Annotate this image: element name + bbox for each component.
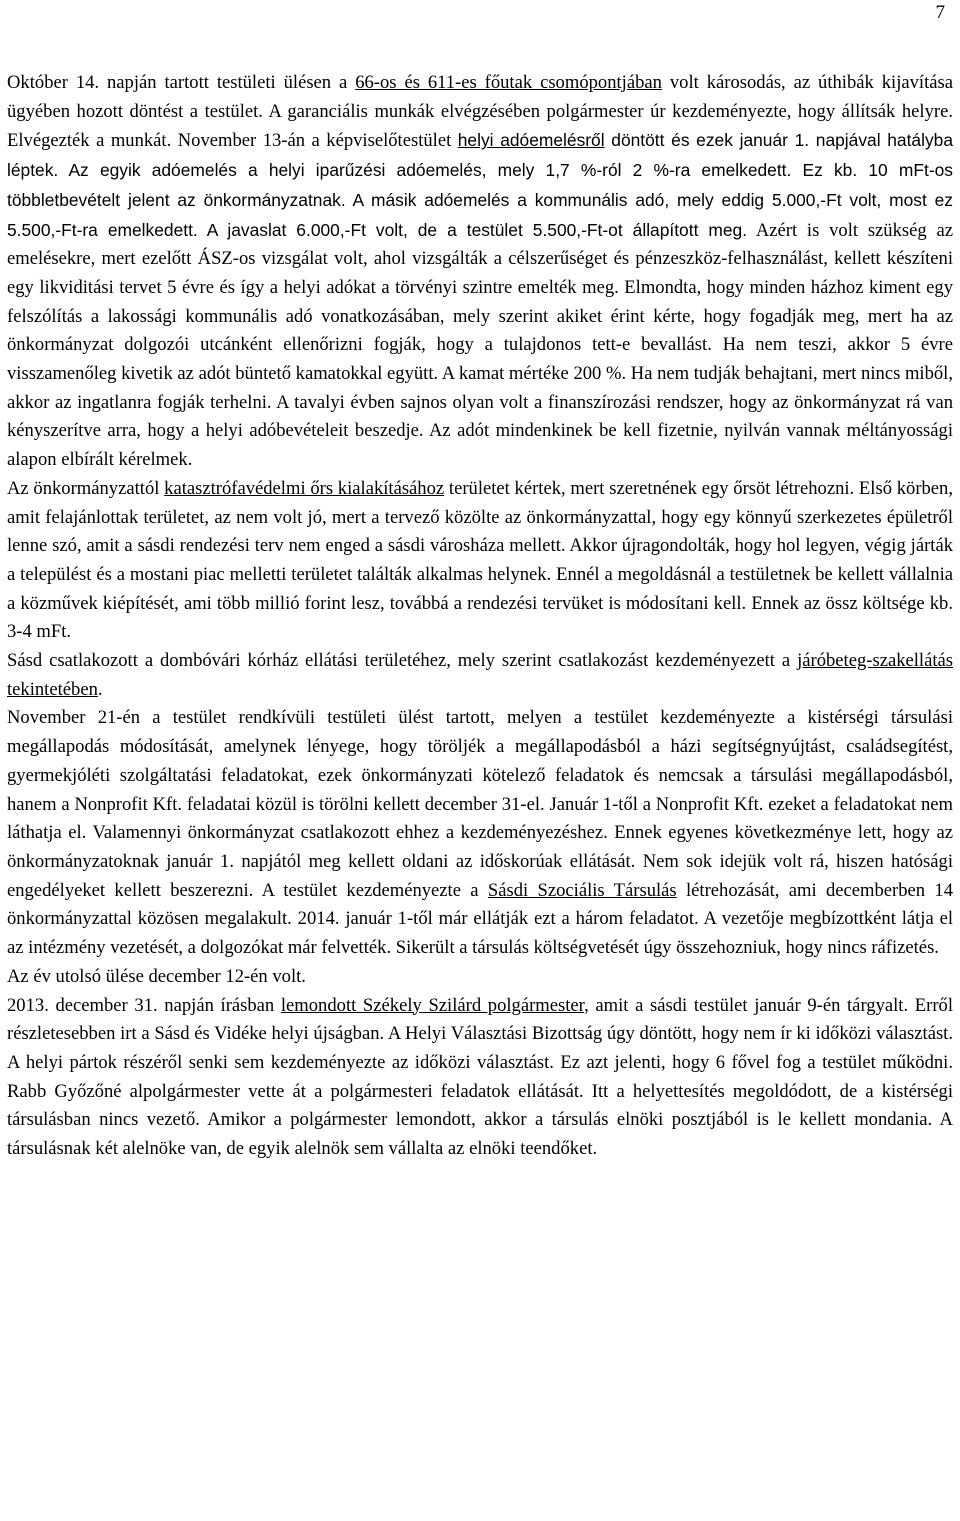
paragraph-social-association bbox=[7, 704, 953, 962]
paragraph-road-and-taxes bbox=[7, 69, 953, 475]
paragraph-hospital bbox=[7, 647, 953, 704]
underlined-link[interactable]: katasztrófavédelmi őrs kialakításához bbox=[164, 477, 445, 499]
text-run: Sásd csatlakozott a dombóvári kórház ellátási területéhez, mely szerint csatlakozást kezdeményezett a bbox=[7, 650, 798, 672]
text-run: Az önkormányzattól bbox=[7, 477, 165, 499]
text-run: Azért is volt szükség az emelésekre, mert ezelőtt ÁSZ-os vizsgálat volt, ahol vizsgálták a célszerűséget és pénzeszköz-felhasználást, kellett készíteni egy likviditási tervet 5 évre és így a helyi adókat a törvényi szintre emelték meg. Elmondta, hogy minden házhoz kiment egy felszólítás a lakossági kommunális adó vonatkozásában, mely szerint akiket érint kérte, hogy fogadják meg, mert ha az önkormányzat dolgozói utcánként ellenőrizni fogják, hogy a tulajdonos tett-e bevallást. Ha nem teszi, akkor 5 évre visszamenőleg kivetik az adót büntető kamatokkal együtt. A kamat mértéke 200 %. Ha nem tudják behajtani, mert nincs miből, akkor az ingatlanra fogják terhelni. A tavalyi évben sajnos olyan volt a finanszírozási rendszer, hogy az önkormányzat rá van kényszerítve arra, hogy a helyi adóbevételeit beszedje. Az adót mindenkinek be kell fizetnie, nyilván vannak méltányossági alapon elbírált kérelmek. bbox=[7, 219, 953, 471]
paragraph-mayor-resignation bbox=[7, 992, 953, 1164]
text-run: . bbox=[97, 678, 103, 700]
text-run: , amit a sásdi testület január 9-én tárgyalt. Erről részletesebben irt a Sásd és Vidéke helyi újságban. A Helyi Választási Bizottság úgy döntött, hogy nem ír ki időközi választást. A helyi pártok részéről senki sem kezdeményezte az időközi választást. Ez azt jelenti, hogy 6 fővel fog a testület működni. Rabb Győzőné alpolgármester vette át a polgármesteri feladatok ellátását. Itt a helyettesítés megoldódott, de a kistérségi társulásban nincs vezető. Amikor a polgármester lemondott, akkor a társulás elnöki posztjából is le kellett mondania. A társulásnak két alelnöke van, de egyik alelnök sem vállalta az elnöki teendőket. bbox=[7, 994, 953, 1160]
paragraph-disaster-station bbox=[7, 475, 953, 647]
underlined-link[interactable]: Sásdi Szociális Társulás bbox=[487, 879, 677, 901]
underlined-link[interactable]: lemondott Székely Szilárd polgármester bbox=[280, 994, 585, 1016]
text-run: döntött és ezek január 1. napjával hatályba léptek. Az egyik adóemelés a helyi iparűzési adóemelés, mely 1,7 %-ról 2 %-ra emelkedett. Ez kb. 10 mFt-os többletbevételt jelent az önkormányzatnak. A másik adóemelés a kommunális adó, mely eddig 5.000,-Ft volt, most ez 5.500,-Ft-ra emelkedett. A javaslat 6.000,-Ft volt, de a testület 5.500,-Ft-ot állapított meg. bbox=[7, 130, 953, 240]
underlined-link[interactable]: 66-os és 611-es főutak csomópontjában bbox=[355, 72, 662, 93]
document-body bbox=[7, 69, 953, 1164]
paragraph-last-meeting bbox=[7, 963, 953, 992]
text-run: November 21-én a testület rendkívüli testületi ülést tartott, melyen a testület kezdeményezte a kistérségi társulási megállapodás módosítását, amelynek lényege, hogy töröljék a megállapodásból a házi segítségnyújtást, családsegítést, gyermekjóléti szolgáltatási feladatokat, ezek önkormányzati kötelező feladatok és nemcsak a társulási megállapodásból, hanem a Nonprofit Kft. feladatai közül is törölni kellett december 31-el. Január 1-től a Nonprofit Kft. ezeket a feladatokat nem láthatja el. Valamennyi önkormányzat csatlakozott ehhez a kezdeményezéshez. Ennek egyenes következménye lett, hogy az önkormányzatoknak január 1. napjától meg kellett oldani az időskorúak ellátását. Nem sok idejük volt rá, hiszen hatósági engedélyeket kellett beszerezni. A testület kezdeményezte a bbox=[7, 707, 953, 901]
text-run: Október 14. napján tartott testületi ülésen a bbox=[7, 72, 356, 93]
text-run: létrehozását, ami decemberben 14 önkormányzattal közösen megalakult. 2014. január 1-től már ellátják ezt a három feladatot. A vezetője megbízottként látja el az intézmény vezetését, a dolgozókat már felvették. Sikerült a társulás költségvetését úgy összehozniuk, hogy nincs ráfizetés. bbox=[7, 879, 954, 959]
text-run: területet kértek, mert szeretnének egy őrsöt létrehozni. Első körben, amit felajánlottak területet, az nem volt jó, mert a tervező közölte az önkormányzattal, hogy egy könnyű szerkezetes épületről lenne szó, amit a sásdi rendezési terv nem enged a sásdi városháza mellett. Akkor újragondolták, hogy hol legyen, végig járták a települést és a mostani piac melletti területet találták alkalmas helynek. Ennél a megoldásnál a testületnek be kellett vállalnia a közművek kiépítését, ami több millió forint lesz, továbbá a rendezési tervüket is módosítani kell. Ennek az össz költsége kb. 3-4 mFt. bbox=[7, 477, 954, 643]
text-run: 2013. december 31. napján írásban bbox=[7, 994, 281, 1016]
underlined-link[interactable]: helyi adóemelésről bbox=[457, 130, 605, 151]
page-number: 7 bbox=[935, 2, 945, 23]
text-run: Az év utolsó ülése december 12-én volt. bbox=[7, 965, 306, 987]
text-run: volt károsodás, az úthibák kijavítása ügyében hozott döntést a testület. A garanciális munkák elvégzésében polgármester úr kezdeményezte, hogy állítsák helyre. Elvégezték a munkát. November 13-án a képviselőtestület bbox=[7, 72, 953, 152]
underlined-link[interactable]: járóbeteg-szakellátás tekintetében bbox=[7, 650, 953, 700]
